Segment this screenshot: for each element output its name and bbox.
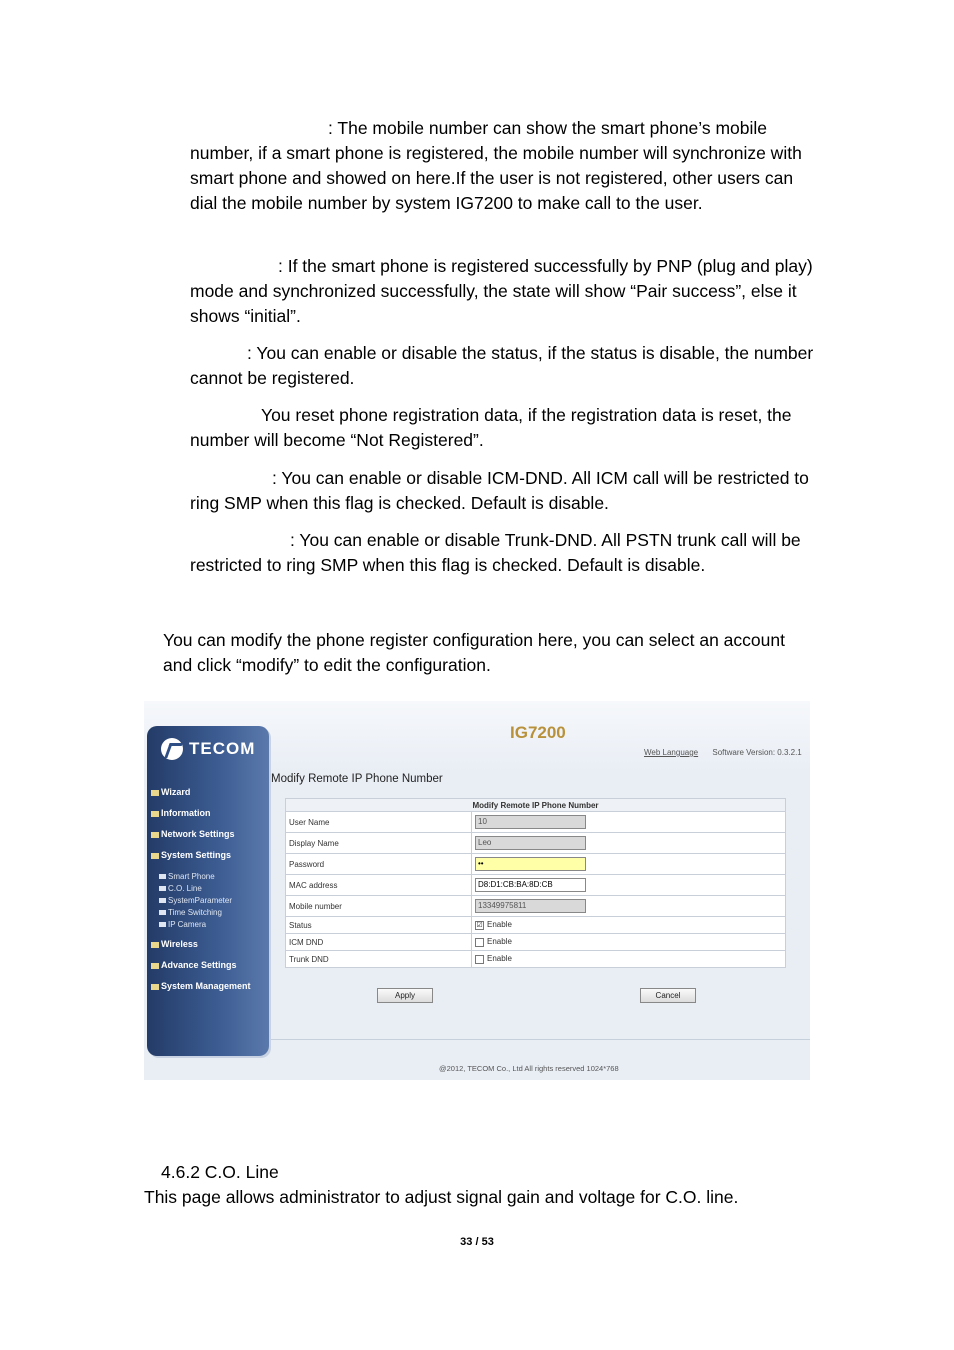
- screenshot-footer: [271, 1039, 810, 1080]
- logo-text: TECOM: [189, 739, 256, 758]
- menu-system-settings[interactable]: System Settings: [151, 850, 231, 860]
- page-icon: [159, 886, 166, 891]
- ig7200-screenshot: [144, 701, 810, 1080]
- row-user-name: [286, 812, 786, 833]
- tecom-logo: [161, 736, 255, 762]
- folder-icon: [151, 942, 159, 948]
- web-language-link[interactable]: Web Language: [644, 748, 699, 757]
- label-mobile-number: Mobile number: [286, 896, 472, 917]
- folder-icon: [151, 811, 159, 817]
- submenu-smart-phone[interactable]: Smart Phone: [159, 872, 215, 881]
- label-mac-address: MAC address: [286, 875, 472, 896]
- form-table-header: Modify Remote IP Phone Number: [286, 799, 786, 812]
- page-icon: [159, 922, 166, 927]
- row-icm-dnd: [286, 934, 786, 951]
- label-trunk-dnd: Trunk DND: [286, 951, 472, 968]
- modify-ip-phone-form: [285, 798, 786, 968]
- paragraph-intro: You can modify the phone register configuration here, you can select an account and click “modify” to edit the configuration.: [163, 630, 785, 675]
- folder-icon: [151, 984, 159, 990]
- trunk-dnd-checkbox[interactable]: [475, 955, 484, 964]
- folder-open-icon: [151, 853, 159, 859]
- folder-icon: [151, 963, 159, 969]
- section-heading: 4.6.2 C.O. Line: [161, 1162, 279, 1182]
- mac-address-input[interactable]: D8:D1:CB:BA:8D:CB: [475, 878, 586, 892]
- mobile-number-input[interactable]: 13349975811: [475, 899, 586, 913]
- copyright-text: @2012, TECOM Co., Ltd All rights reserved 1024*768: [439, 1064, 619, 1073]
- row-status: [286, 917, 786, 934]
- page-icon: [159, 910, 166, 915]
- label-icm-dnd: ICM DND: [286, 934, 472, 951]
- folder-icon: [151, 790, 159, 796]
- paragraph-reset: You reset phone registration data, if the registration data is reset, the number will become “Not Registered”.: [190, 405, 792, 450]
- submenu-system-parameter[interactable]: SystemParameter: [159, 896, 232, 905]
- status-enable-label: Enable: [487, 920, 512, 930]
- page-icon: [159, 898, 166, 903]
- submenu-ip-camera[interactable]: IP Camera: [159, 920, 206, 929]
- tecom-logo-icon: [161, 738, 183, 760]
- menu-advance-settings[interactable]: Advance Settings: [151, 960, 237, 970]
- paragraph-trunk-dnd: : You can enable or disable Trunk-DND. All PSTN trunk call will be restricted to ring SMP when this flag is checked. Default is disable.: [190, 530, 801, 575]
- row-mac-address: [286, 875, 786, 896]
- label-password: Password: [286, 854, 472, 875]
- icm-dnd-checkbox[interactable]: [475, 938, 484, 947]
- paragraph-icm-dnd: : You can enable or disable ICM-DND. All ICM call will be restricted to ring SMP when this flag is checked. Default is disable.: [190, 468, 809, 513]
- sidebar: [147, 726, 269, 1056]
- header-links: [644, 748, 802, 757]
- page-number: 33 / 53: [460, 1236, 494, 1248]
- label-display-name: Display Name: [286, 833, 472, 854]
- apply-button[interactable]: Apply: [377, 988, 433, 1003]
- folder-icon: [151, 832, 159, 838]
- row-password: [286, 854, 786, 875]
- page-icon: [159, 874, 166, 879]
- cancel-button[interactable]: Cancel: [640, 988, 696, 1003]
- menu-network-settings[interactable]: Network Settings: [151, 829, 235, 839]
- paragraph-pair-state: : If the smart phone is registered successfully by PNP (plug and play) mode and synchronized successfully, the state will show “Pair success”, else it shows “initial”.: [190, 256, 813, 326]
- status-checkbox[interactable]: ☑: [476, 921, 483, 929]
- paragraph-status: : You can enable or disable the status, if the status is disable, the number cannot be registered.: [190, 343, 814, 388]
- section-text: This page allows administrator to adjust signal gain and voltage for C.O. line.: [144, 1187, 739, 1207]
- menu-wireless[interactable]: Wireless: [151, 939, 198, 949]
- product-title: IG7200: [510, 723, 566, 742]
- paragraph-mobile-number: : The mobile number can show the smart phone’s mobile number, if a smart phone is registered, the mobile number will synchronize with smart phone and showed on here.If the user is not registered, other users can dial the mobile number by system IG7200 to make call to the user.: [190, 118, 802, 213]
- label-status: Status: [286, 917, 472, 934]
- submenu-co-line[interactable]: C.O. Line: [159, 884, 202, 893]
- menu-wizard[interactable]: Wizard: [151, 787, 190, 797]
- row-trunk-dnd: [286, 951, 786, 968]
- icm-dnd-enable-label: Enable: [487, 937, 512, 947]
- trunk-dnd-enable-label: Enable: [487, 954, 512, 964]
- password-input[interactable]: ••: [475, 857, 586, 871]
- label-user-name: User Name: [286, 812, 472, 833]
- menu-system-management[interactable]: System Management: [151, 981, 251, 991]
- menu-information[interactable]: Information: [151, 808, 211, 818]
- display-name-input[interactable]: Leo: [475, 836, 586, 850]
- user-name-input[interactable]: 10: [475, 815, 586, 829]
- form-title: Modify Remote IP Phone Number: [271, 773, 443, 785]
- row-display-name: [286, 833, 786, 854]
- software-version: Software Version: 0.3.2.1: [712, 748, 802, 757]
- submenu-time-switching[interactable]: Time Switching: [159, 908, 222, 917]
- row-mobile-number: [286, 896, 786, 917]
